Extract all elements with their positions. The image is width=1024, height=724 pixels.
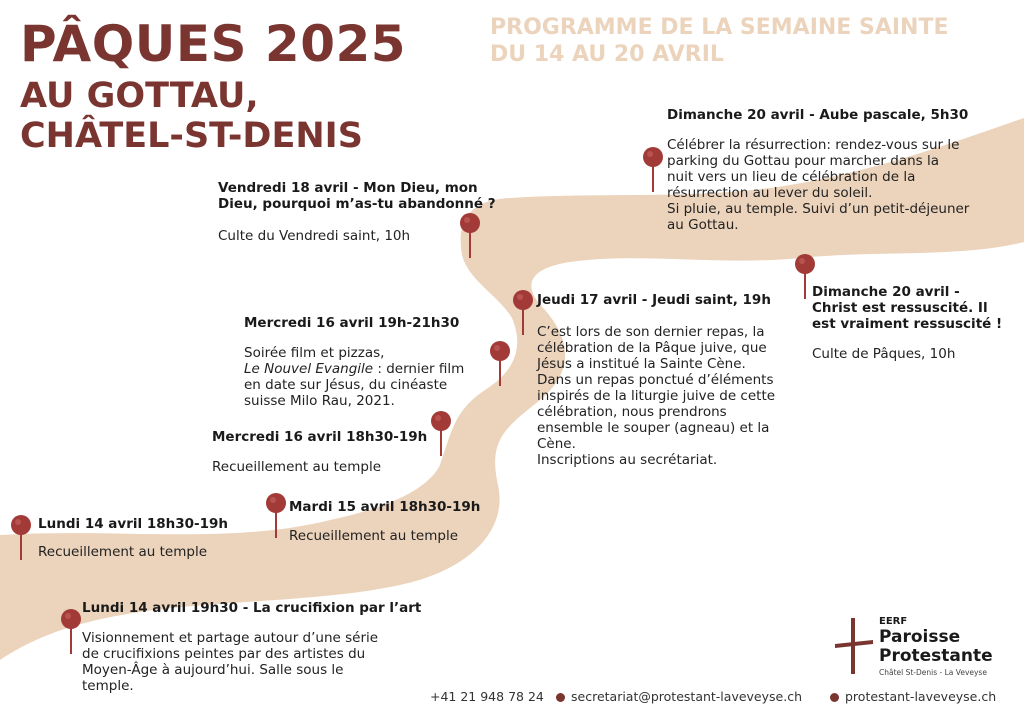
map-pin-icon: [642, 146, 664, 192]
event-heading: Jeudi 17 avril - Jeudi saint, 19h: [537, 292, 771, 308]
website-link[interactable]: protestant-laveveyse.ch: [845, 689, 997, 704]
subtitle-line-2: CHÂTEL-ST-DENIS: [20, 116, 363, 156]
event-description: Culte de Pâques, 10h: [812, 346, 956, 362]
programme-line-2: DU 14 AU 20 AVRIL: [490, 42, 724, 67]
event-heading: Vendredi 18 avril - Mon Dieu, mon Dieu, pourquoi m’as-tu abandonné ?: [218, 180, 496, 212]
map-pin-icon: [794, 253, 816, 299]
event-mardi: [289, 499, 480, 544]
event-mercredi-recueillement: [212, 429, 427, 475]
email-link[interactable]: secretariat@protestant-laveveyse.ch: [571, 689, 802, 704]
event-heading: Dimanche 20 avril - Christ est ressuscité. Il est vraiment ressuscité !: [812, 284, 1003, 332]
event-description: Recueillement au temple: [289, 528, 459, 544]
film-title: Le Nouvel Evangile: [244, 361, 374, 377]
logo-eerf: EERF: [879, 616, 908, 627]
footer-website[interactable]: [830, 689, 996, 704]
event-heading: Mercredi 16 avril 19h-21h30: [244, 315, 460, 331]
event-description: Visionnement et partage autour d’une série de crucifixions peintes par des artistes du Moyen-Âge à aujourd’hui. Salle sous le temple.: [82, 630, 379, 694]
event-vendredi: [218, 180, 496, 244]
page-title: PÂQUES 2025: [20, 15, 407, 73]
bullet-dot-icon: [556, 693, 565, 702]
film-rest: : dernier film en date sur Jésus, du cinéaste suisse Milo Rau, 2021.: [244, 361, 465, 409]
event-heading: Lundi 14 avril 19h30 - La crucifixion par l’art: [82, 600, 422, 616]
map-pin-icon: [430, 410, 452, 456]
logo-name: Paroisse Protestante: [879, 627, 993, 666]
event-mercredi-film: [244, 315, 464, 409]
event-description: C’est lors de son dernier repas, la célébration de la Pâque juive, que Jésus a institué la Sainte Cène. Dans un repas ponctué d’éléments inspirés de la liturgie juive de cette célébration, nous prendrons ensemble le souper (agneau) et la Cène. Inscriptions au secrétariat.: [537, 324, 776, 468]
map-pin-icon: [265, 492, 287, 538]
event-heading: Mercredi 16 avril 18h30-19h: [212, 429, 428, 445]
event-lundi-recueillement: [38, 516, 228, 560]
event-dimanche-aube: [667, 107, 969, 233]
logo-location: Châtel St-Denis - La Veveyse: [879, 668, 987, 677]
event-description: [244, 345, 464, 409]
cross-logo-icon: [835, 618, 873, 674]
event-heading: Dimanche 20 avril - Aube pascale, 5h30: [667, 107, 969, 123]
parish-logo: [835, 614, 1015, 678]
map-pin-icon: [512, 289, 534, 335]
footer-email[interactable]: [556, 689, 802, 704]
event-jeudi: [537, 292, 775, 468]
programme-line-1: PROGRAMME DE LA SEMAINE SAINTE: [490, 15, 949, 40]
programme-heading: [490, 14, 949, 68]
map-pin-icon: [10, 514, 32, 560]
event-description: Recueillement au temple: [38, 544, 208, 560]
phone-text[interactable]: +41 21 948 78 24: [430, 689, 544, 704]
bullet-dot-icon: [830, 693, 839, 702]
event-heading: Lundi 14 avril 18h30-19h: [38, 516, 229, 532]
map-pin-icon: [60, 608, 82, 654]
event-description: Culte du Vendredi saint, 10h: [218, 228, 411, 244]
event-heading: Mardi 15 avril 18h30-19h: [289, 499, 481, 515]
map-pin-icon: [489, 340, 511, 386]
event-dimanche-culte: [812, 284, 1002, 362]
subtitle-line-1: AU GOTTAU,: [20, 76, 259, 116]
film-line-1: Soirée film et pizzas,: [244, 345, 385, 361]
footer-phone[interactable]: [430, 689, 544, 704]
map-pin-icon: [459, 212, 481, 258]
page-subtitle: [20, 76, 363, 156]
event-lundi-art: [82, 600, 421, 694]
event-description: Recueillement au temple: [212, 459, 382, 475]
event-description: Célébrer la résurrection: rendez-vous sur le parking du Gottau pour marcher dans la nuit vers un lieu de célébration de la résurrection au lever du soleil. Si pluie, au temple. Suivi d’un petit-déjeuner au Gottau.: [667, 137, 970, 233]
